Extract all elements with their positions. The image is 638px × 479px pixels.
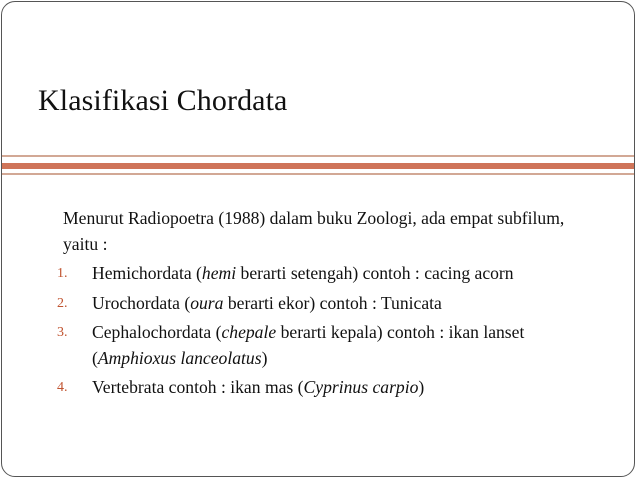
italic-term: Amphioxus lanceolatus [97, 347, 262, 368]
slide [1, 1, 635, 477]
text-run: berarti kepala) contoh : ikan lanset ( [92, 322, 525, 368]
list-item [57, 261, 588, 287]
divider-line-bottom [2, 173, 634, 175]
text-run: Cephalochordata ( [92, 322, 222, 342]
intro-paragraph: Menurut Radiopoetra (1988) dalam buku Zoologi, ada empat subfilum, yaitu : [63, 208, 565, 254]
text-run: Urochordata ( [92, 292, 191, 313]
divider-line-accent [2, 163, 634, 169]
list-item-number: 4. [57, 380, 68, 395]
italic-term: oura [190, 292, 224, 313]
title-divider [2, 155, 634, 176]
list-item-text [92, 263, 514, 283]
slide-body [57, 206, 588, 405]
list-item-number: 3. [57, 325, 68, 340]
subphylum-list [57, 261, 588, 401]
slide-title: Klasifikasi Chordata [38, 84, 288, 117]
list-item-number: 2. [57, 295, 68, 311]
list-item-text [92, 322, 524, 368]
italic-term: chepale [221, 322, 277, 342]
text-run: Hemichordata ( [92, 263, 202, 283]
list-item [57, 291, 588, 317]
text-run: berarti ekor) contoh : Tunicata [223, 292, 442, 313]
list-item [57, 375, 588, 401]
italic-term: Cyprinus carpio [303, 377, 419, 397]
list-item-text [92, 377, 424, 397]
text-run: berarti setengah) contoh : cacing acorn [236, 263, 514, 283]
text-run: Vertebrata contoh : ikan mas ( [92, 377, 304, 397]
text-run: ) [261, 347, 268, 368]
list-item-number: 1. [57, 266, 68, 281]
list-item [57, 320, 588, 371]
list-item-text [92, 293, 442, 313]
italic-term: hemi [201, 263, 237, 283]
text-run: ) [418, 377, 425, 397]
divider-line-top [2, 155, 634, 157]
